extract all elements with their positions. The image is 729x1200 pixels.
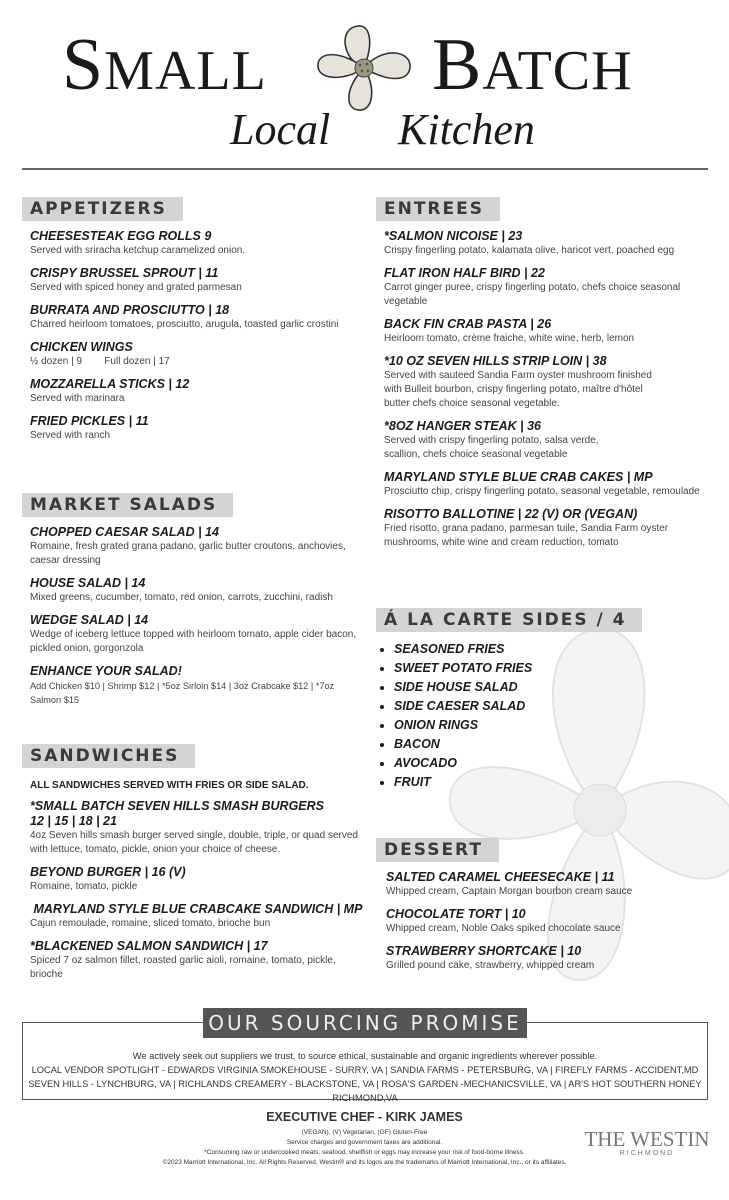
menu-item xyxy=(384,354,706,411)
item-desc: Whipped cream, Noble Oaks spiked chocolate sauce xyxy=(386,923,621,934)
item-desc: Served with marinara xyxy=(30,393,125,404)
brand-kitchen: Kitchen xyxy=(398,105,535,154)
item-desc: Charred heirloom tomatoes, prosciutto, arugula, toasted garlic crostini xyxy=(30,319,339,330)
item-name: *8OZ HANGER STEAK | 36 xyxy=(384,419,542,433)
item-desc: Romaine, fresh grated grana padano, garlic butter croutons, anchovies, caesar dressing xyxy=(30,541,346,566)
menu-item xyxy=(384,470,706,499)
item-name: SALTED CARAMEL CHEESECAKE | 11 xyxy=(386,870,615,884)
item-desc: ½ dozen | 9 Full dozen | 17 xyxy=(30,356,170,367)
item-name: MOZZARELLA STICKS | 12 xyxy=(30,377,190,391)
item-prices: 12 | 15 | 18 | 21 xyxy=(30,814,117,828)
item-desc: 4oz Seven hills smash burger served single, double, triple, or quad served with lettuce, tomato, pickle, onion your choice of cheese. xyxy=(30,830,358,855)
dessert-section xyxy=(376,838,706,973)
westin-city: RICHMOND xyxy=(619,1150,675,1157)
list-item: • AVOCADO xyxy=(394,754,706,773)
dogwood-flower-logo xyxy=(312,20,416,116)
item-name: *10 OZ SEVEN HILLS STRIP LOIN | 38 xyxy=(384,354,607,368)
sandwiches-note: ALL SANDWICHES SERVED WITH FRIES OR SIDE SALAD. xyxy=(30,780,309,791)
copyright: ©2023 Marriott International, Inc. All Rights Reserved. Westin® and its logos are the trademarks of Marriott International, Inc., or its affiliates. xyxy=(162,1159,567,1166)
menu-item xyxy=(30,266,362,295)
item-name: MARYLAND STYLE BLUE CRAB CAKES | MP xyxy=(384,470,653,484)
list-item: • SIDE HOUSE SALAD xyxy=(394,678,706,697)
item-name: ENHANCE YOUR SALAD! xyxy=(30,664,182,678)
menu-item xyxy=(30,799,362,857)
brand-batch: BATCH xyxy=(432,24,633,106)
item-name: CHOCOLATE TORT | 10 xyxy=(386,907,526,921)
menu-item xyxy=(386,907,706,936)
item-name: *BLACKENED SALMON SANDWICH | 17 xyxy=(30,939,268,953)
list-item: • BACON xyxy=(394,735,706,754)
item-name: MARYLAND STYLE BLUE CRABCAKE SANDWICH | MP xyxy=(30,902,363,916)
sides-heading: Á LA CARTE SIDES / 4 xyxy=(376,608,642,632)
menu-item xyxy=(30,613,362,656)
sourcing-promise-text xyxy=(23,1049,707,1105)
list-item: • FRUIT xyxy=(394,773,706,792)
menu-item xyxy=(30,525,362,568)
salads-section xyxy=(22,493,362,707)
menu-item xyxy=(30,414,362,443)
brand-small: SMALL xyxy=(62,24,267,106)
menu-item xyxy=(384,266,706,309)
sourcing-promise-heading: OUR SOURCING PROMISE xyxy=(203,1008,527,1038)
item-desc: Whipped cream, Captain Morgan bourbon cream sauce xyxy=(386,886,633,897)
menu-item xyxy=(30,377,362,406)
westin-name: THE WESTIN xyxy=(584,1127,710,1151)
entrees-heading: ENTREES xyxy=(376,197,500,221)
item-desc: Spiced 7 oz salmon fillet, roasted garlic aioli, romaine, tomato, pickle, brioche xyxy=(30,955,336,980)
item-name: *SALMON NICOISE | 23 xyxy=(384,229,523,243)
appetizers-heading: APPETIZERS xyxy=(22,197,183,221)
menu-item xyxy=(386,944,706,973)
promise-line: We actively seek out suppliers we trust, to source ethical, sustainable and organic ingredients wherever possible. xyxy=(132,1051,598,1061)
item-name: FRIED PICKLES | 11 xyxy=(30,414,149,428)
sides-section xyxy=(376,608,706,792)
promise-line: LOCAL VENDOR SPOTLIGHT - EDWARDS VIRGINIA SMOKEHOUSE - SURRY, VA | SANDIA FARMS - PETERSBURG, VA | FIREFLY FARMS - ACCIDENT,MD xyxy=(31,1065,699,1075)
item-desc: Heirloom tomato, crème fraiche, white wine, herb, lemon xyxy=(384,333,635,344)
executive-chef: EXECUTIVE CHEF - KIRK JAMES xyxy=(266,1110,463,1124)
item-name: RISOTTO BALLOTINE | 22 (V) OR (VEGAN) xyxy=(384,507,638,521)
brand-local: Local xyxy=(230,105,331,154)
menu-item xyxy=(30,303,362,332)
item-desc: Crispy fingerling potato, kalamata olive, haricot vert, poached egg xyxy=(384,245,675,256)
item-name: STRAWBERRY SHORTCAKE | 10 xyxy=(386,944,582,958)
diet-legend: (VEGAN), (V) Vegetarian, (GF) Gluten-Free xyxy=(301,1129,428,1136)
item-desc: Wedge of iceberg lettuce topped with heirloom tomato, apple cider bacon, pickled onion, gorgonzola xyxy=(30,629,357,654)
header-divider xyxy=(22,168,708,170)
westin-logo xyxy=(582,1128,712,1157)
promise-line: SEVEN HILLS - LYNCHBURG, VA | RICHLANDS CREAMERY - BLACKSTONE, VA | ROSA'S GARDEN -MECHANICSVILLE, VA | AR'S HOT SOUTHERN HONEY RICHMOND,VA xyxy=(28,1079,702,1103)
item-desc: Add Chicken $10 | Shrimp $12 | *5oz Sirloin $14 | 3oz Crabcake $12 | *7oz Salmon $15 xyxy=(30,681,335,705)
menu-item xyxy=(384,317,706,346)
item-desc: Served with spiced honey and grated parmesan xyxy=(30,282,242,293)
item-name: BACK FIN CRAB PASTA | 26 xyxy=(384,317,552,331)
item-name: BURRATA AND PROSCIUTTO | 18 xyxy=(30,303,230,317)
menu-header xyxy=(0,0,729,170)
menu-item xyxy=(384,507,706,550)
service-note: Service charges and government taxes are additional. xyxy=(286,1139,443,1146)
menu-item xyxy=(384,419,706,462)
entrees-section xyxy=(376,197,706,550)
salads-heading: MARKET SALADS xyxy=(22,493,233,517)
list-item: • SWEET POTATO FRIES xyxy=(394,659,706,678)
dessert-heading: DESSERT xyxy=(376,838,499,862)
menu-item xyxy=(384,229,706,258)
item-desc: Served with sriracha ketchup caramelized onion. xyxy=(30,245,246,256)
item-name: WEDGE SALAD | 14 xyxy=(30,613,149,627)
item-desc: Served with sauteed Sandia Farm oyster mushroom finished with Bulleit bourbon, crispy fingerling potato, maître d'hôtel butter chefs choice seasonal vegetable. xyxy=(384,370,652,409)
item-name: FLAT IRON HALF BIRD | 22 xyxy=(384,266,545,280)
item-name: CHICKEN WINGS xyxy=(30,340,133,354)
list-item: • SIDE CAESER SALAD xyxy=(394,697,706,716)
sides-list xyxy=(376,640,706,792)
menu-item xyxy=(30,865,362,894)
item-name: CHEESESTEAK EGG ROLLS 9 xyxy=(30,229,212,243)
appetizers-section xyxy=(22,197,362,443)
menu-item xyxy=(30,939,362,982)
food-warning: *Consuming raw or undercooked meats, seafood, shellfish or eggs may increase your risk of food-borne illness. xyxy=(204,1149,525,1156)
item-desc: Served with crispy fingerling potato, salsa verde, scallion, chefs choice seasonal vegetable xyxy=(384,435,599,460)
item-name: CRISPY BRUSSEL SPROUT | 11 xyxy=(30,266,219,280)
sandwiches-heading: SANDWICHES xyxy=(22,744,195,768)
menu-item xyxy=(30,340,362,369)
item-name: BEYOND BURGER | 16 (V) xyxy=(30,865,186,879)
menu-item xyxy=(30,229,362,258)
item-name: CHOPPED CAESAR SALAD | 14 xyxy=(30,525,219,539)
item-desc: Grilled pound cake, strawberry, whipped cream xyxy=(386,960,595,971)
menu-item xyxy=(386,870,706,899)
item-desc: Mixed greens, cucumber, tomato, red onion, carrots, zucchini, radish xyxy=(30,592,333,603)
list-item: • ONION RINGS xyxy=(394,716,706,735)
item-desc: Served with ranch xyxy=(30,430,111,441)
menu-item xyxy=(30,576,362,605)
item-desc: Cajun remoulade, romaine, sliced tomato, brioche bun xyxy=(30,918,271,929)
menu-item xyxy=(30,664,362,707)
list-item: • SEASONED FRIES xyxy=(394,640,706,659)
sandwiches-section xyxy=(22,744,362,982)
item-desc: Fried risotto, grana padano, parmesan tuile, Sandia Farm oyster mushrooms, white wine and cream reduction, tomato xyxy=(384,523,669,548)
item-desc: Carrot ginger puree, crispy fingerling potato, chefs choice seasonal vegetable xyxy=(384,282,681,307)
item-desc: Romaine, tomato, pickle xyxy=(30,881,138,892)
sourcing-promise-box xyxy=(22,1011,708,1103)
item-desc: Prosciutto chip, crispy fingerling potato, seasonal vegetable, remoulade xyxy=(384,486,700,497)
item-name: *SMALL BATCH SEVEN HILLS SMASH BURGERS xyxy=(30,799,325,813)
item-name: HOUSE SALAD | 14 xyxy=(30,576,146,590)
menu-item xyxy=(30,902,362,931)
